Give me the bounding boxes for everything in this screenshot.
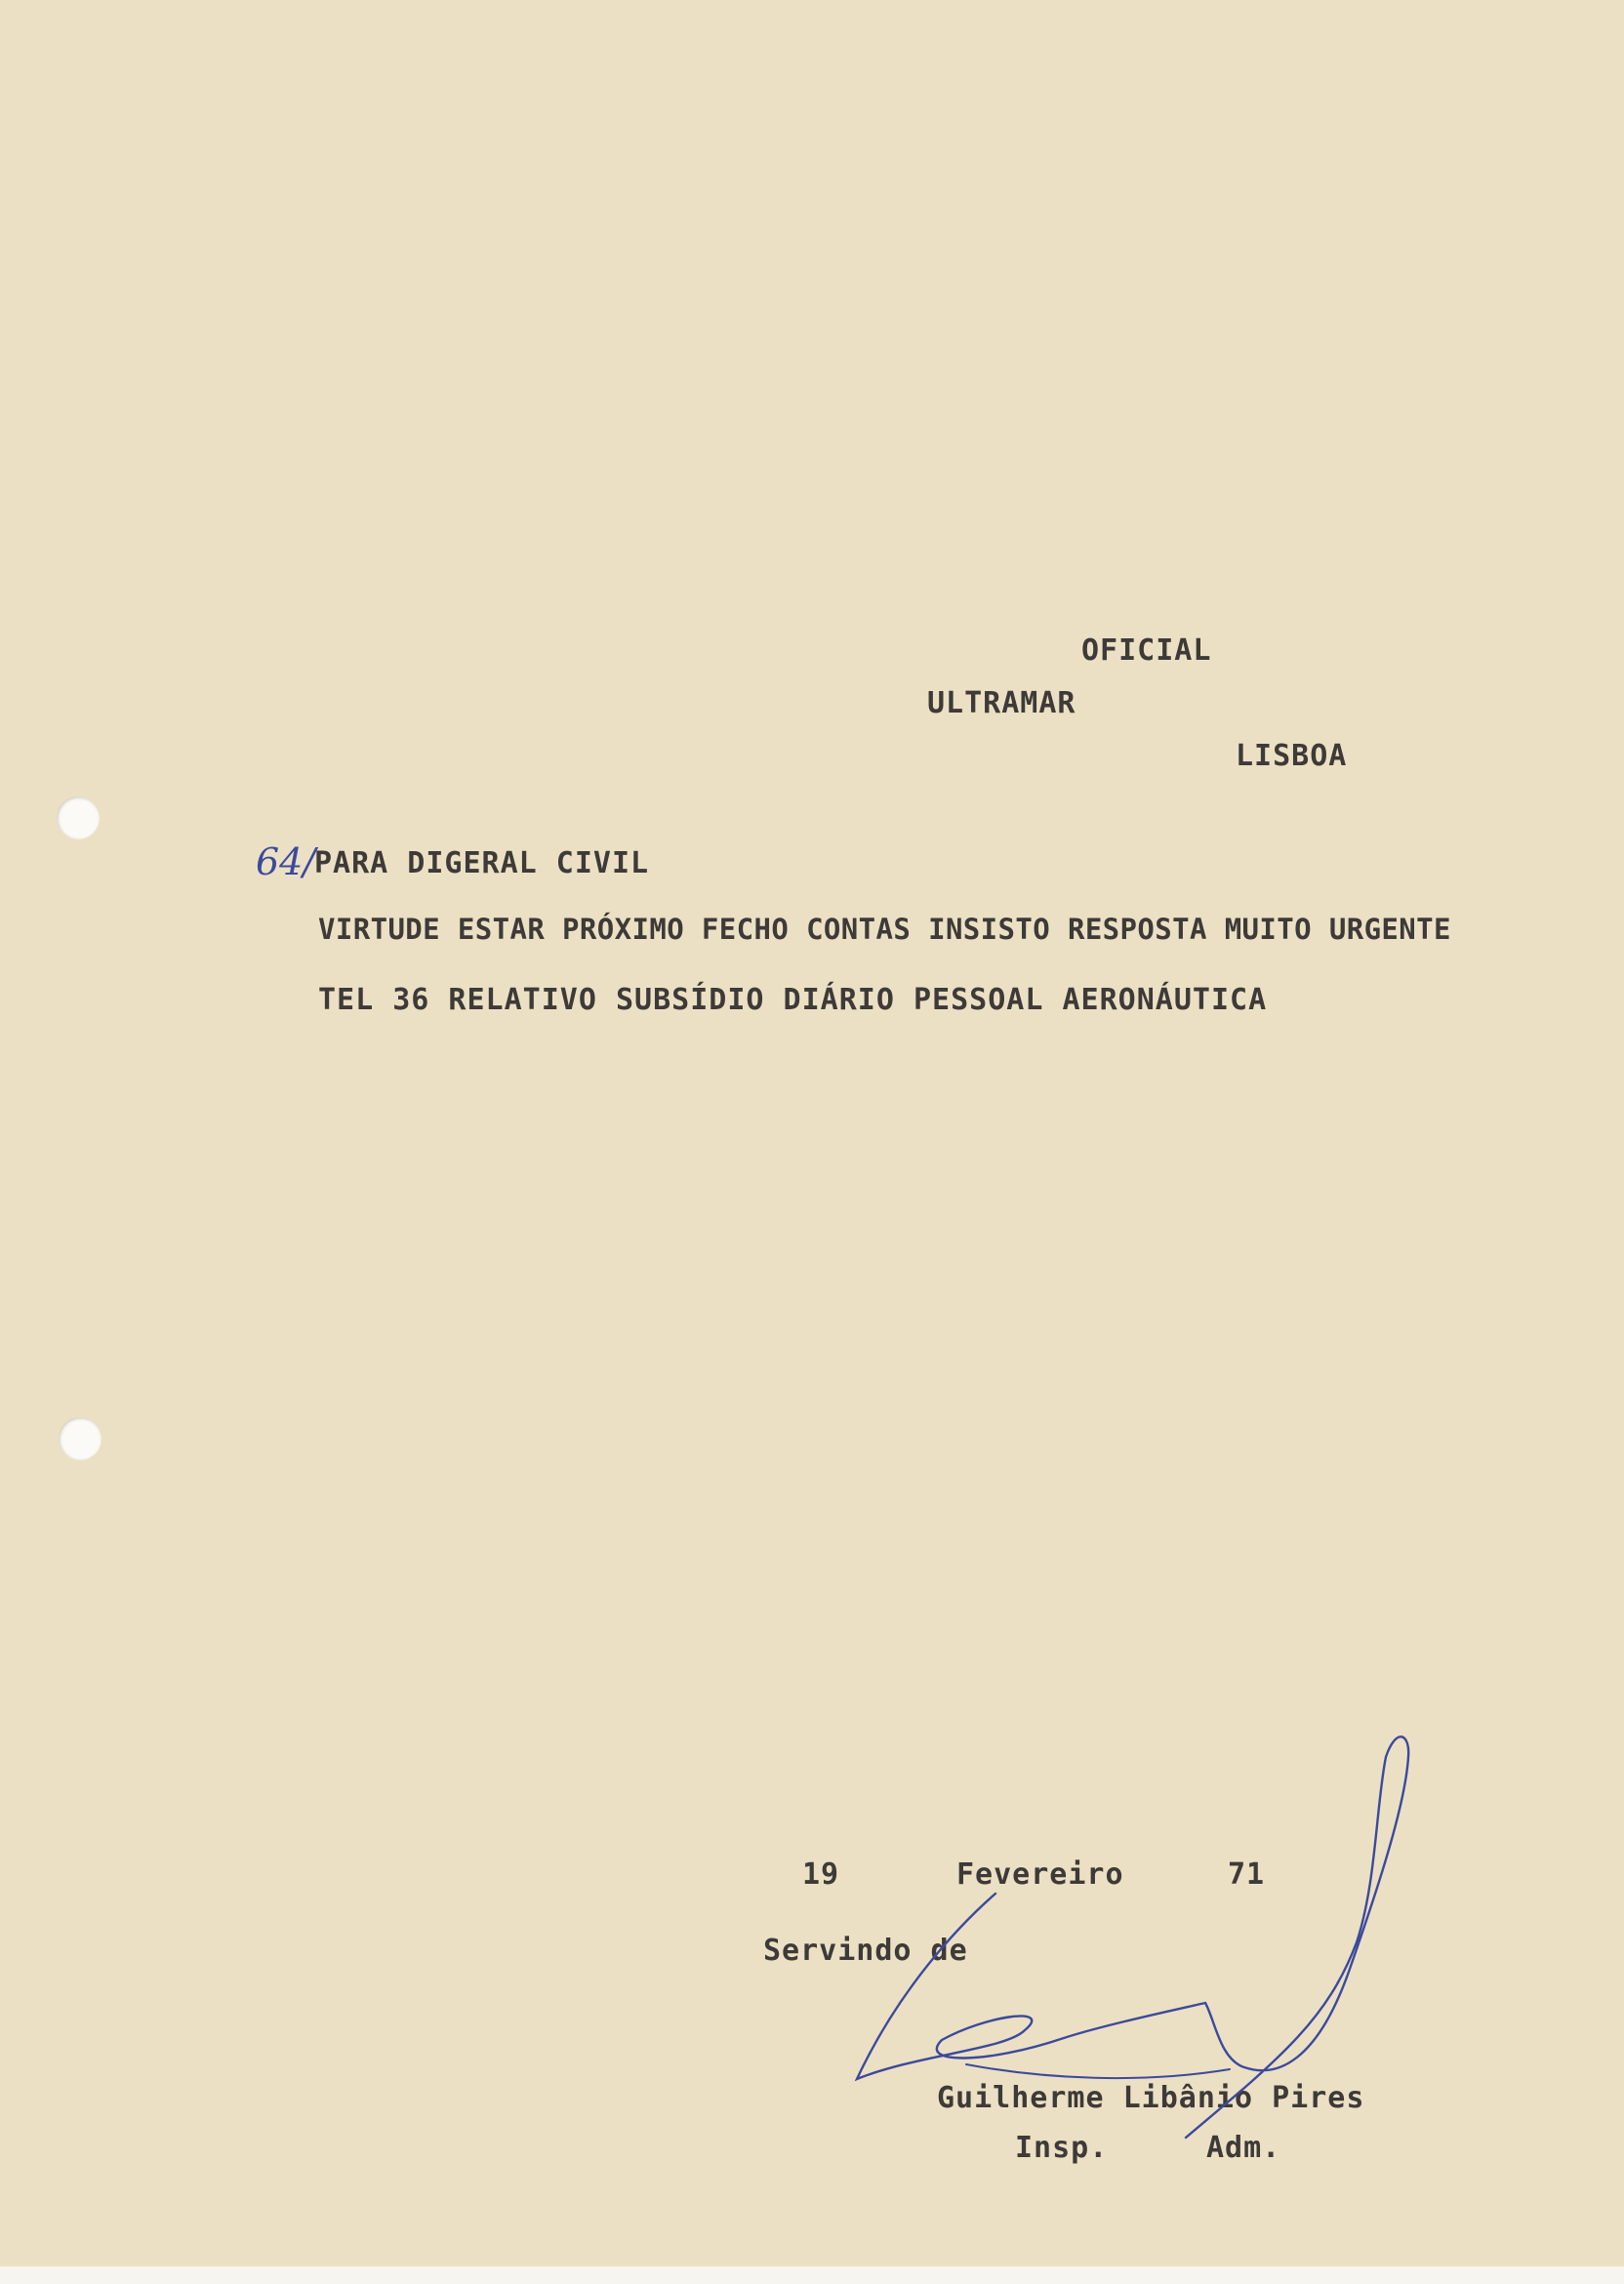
date-day: 19 bbox=[802, 1857, 840, 1892]
header-ultramar: ULTRAMAR bbox=[927, 686, 1076, 720]
punch-hole-bottom bbox=[59, 1417, 102, 1460]
date-month: Fevereiro bbox=[956, 1857, 1124, 1892]
signer-title-insp: Insp. bbox=[1015, 2131, 1109, 2165]
message-body-line-1: VIRTUDE ESTAR PRÓXIMO FECHO CONTAS INSISTO RESPOSTA MUITO URGENTE bbox=[318, 913, 1451, 946]
role-prefix: Servindo de bbox=[763, 1934, 968, 1968]
signer-name: Guilherme Libânio Pires bbox=[937, 2081, 1365, 2115]
handwritten-number: 64/ bbox=[256, 840, 316, 883]
date-year: 71 bbox=[1228, 1857, 1266, 1892]
header-oficial: OFICIAL bbox=[1081, 633, 1212, 668]
signer-title-adm: Adm. bbox=[1206, 2131, 1281, 2165]
header-lisboa: LISBOA bbox=[1236, 739, 1348, 773]
punch-hole-top bbox=[57, 796, 100, 839]
addressee-line: PARA DIGERAL CIVIL bbox=[314, 846, 650, 880]
message-body-line-2: TEL 36 RELATIVO SUBSÍDIO DIÁRIO PESSOAL AERONÁUTICA bbox=[318, 983, 1268, 1017]
scan-bottom-edge bbox=[0, 2266, 1624, 2284]
handwritten-signature bbox=[849, 1728, 1435, 2157]
